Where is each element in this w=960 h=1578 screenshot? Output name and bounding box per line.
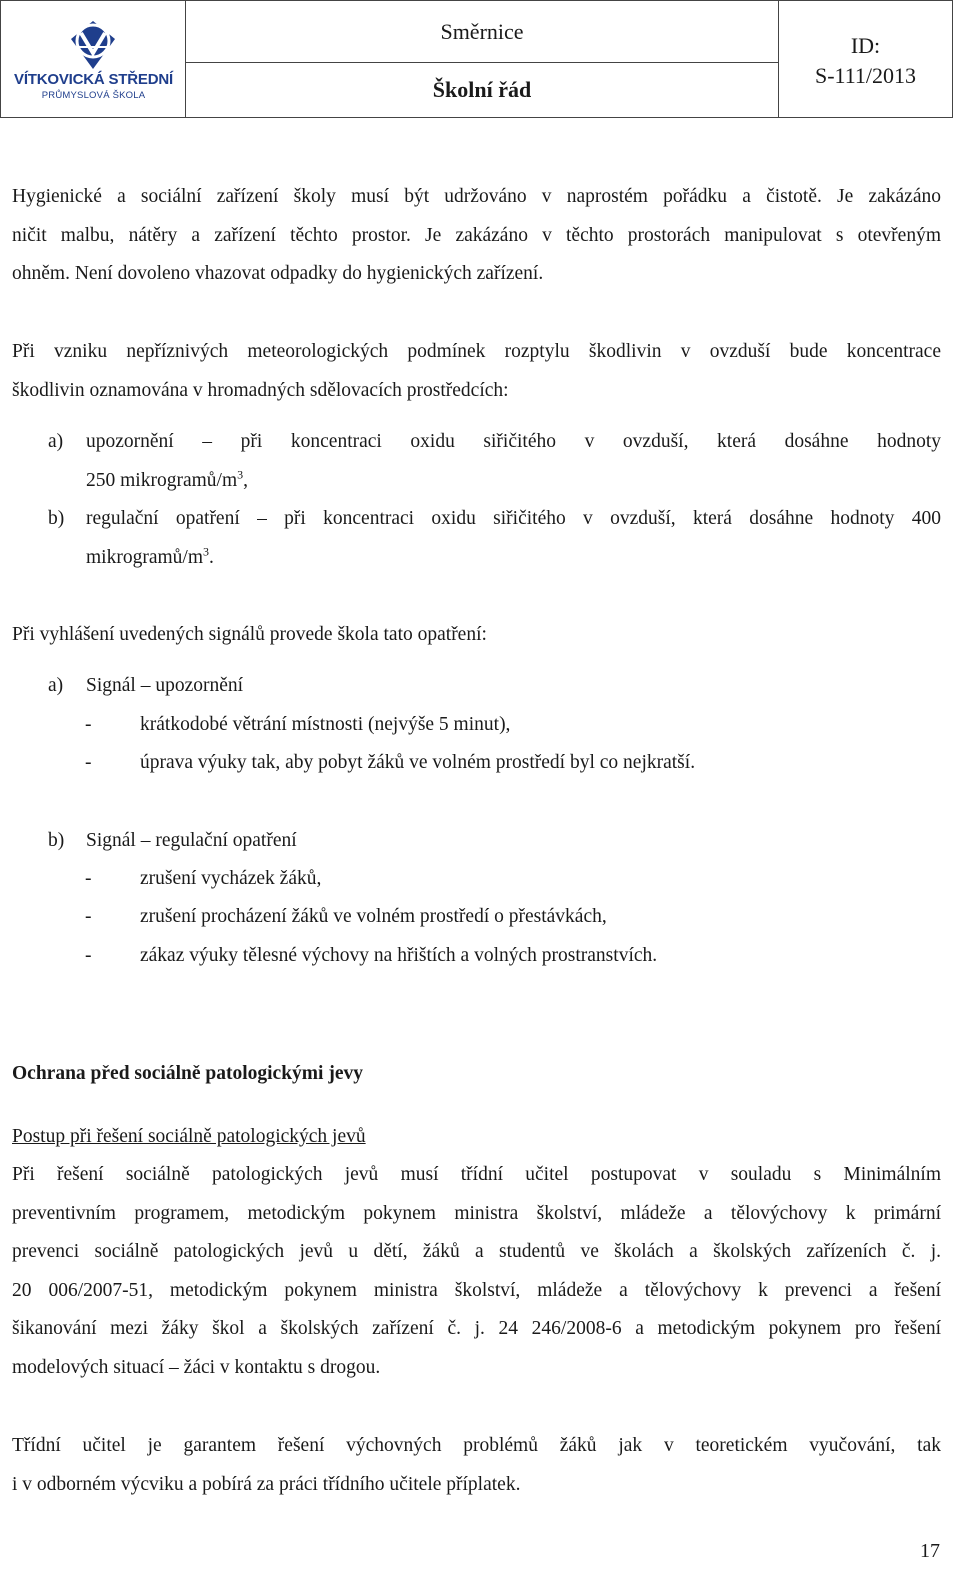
signal-item-text: zákaz výuky tělesné výchovy na hřištích a volných prostranstvích. bbox=[140, 945, 658, 966]
list-item-warning bbox=[48, 423, 941, 500]
id-label: ID: bbox=[850, 33, 881, 58]
dash-bullet: - bbox=[85, 714, 92, 735]
list-item-line: regulační opatření – při koncentraci oxidu siřičitého v ovzduší, která dosáhne hodnoty 400 bbox=[86, 508, 941, 529]
list-label: a) bbox=[48, 431, 64, 452]
dash-bullet: - bbox=[85, 945, 92, 966]
signal-b-heading bbox=[48, 822, 941, 861]
paragraph-signals-intro bbox=[12, 616, 941, 655]
school-emblem-icon bbox=[11, 19, 176, 71]
paragraph-line: Při vzniku nepříznivých meteorologických podmínek rozptylu škodlivin v ovzduší bude koncentrace bbox=[12, 341, 941, 362]
paragraph-line: i v odborném výcviku a pobírá za práci třídního učitele příplatek. bbox=[12, 1473, 521, 1495]
dash-bullet: - bbox=[85, 906, 92, 927]
superscript: 3 bbox=[237, 467, 244, 481]
list-item-line: upozornění – při koncentraci oxidu siřičitého v ovzduší, která dosáhne hodnoty bbox=[86, 431, 941, 452]
paragraph-line: 20 006/2007-51, metodickým pokynem ministra školství, mládeže a tělovýchovy k prevenci a řešení bbox=[12, 1279, 941, 1301]
list-item-line bbox=[86, 539, 941, 578]
paragraph-class-teacher bbox=[12, 1427, 941, 1504]
signal-b-item bbox=[85, 937, 941, 976]
list-item-regulation bbox=[48, 500, 941, 577]
document-title: Školní řád bbox=[432, 76, 532, 102]
list-item-value: mikrogramů/m bbox=[86, 546, 203, 568]
paragraph-line: šikanování mezi žáky škol a školských zařízení č. j. 24 246/2008-6 a metodickým pokynem pro řešení bbox=[12, 1318, 941, 1339]
logo-cell bbox=[1, 1, 186, 117]
paragraph-line: preventivním programem, metodickým pokynem ministra školství, mládeže a tělovýchovy k primární bbox=[12, 1202, 941, 1224]
signal-title: Signál – regulační opatření bbox=[86, 830, 297, 851]
signal-a-item bbox=[85, 706, 941, 745]
id-value: S-111/2013 bbox=[814, 63, 917, 88]
signal-b-item bbox=[85, 860, 941, 899]
document-type: Směrnice bbox=[186, 1, 778, 63]
document-header bbox=[0, 0, 953, 118]
list-label: a) bbox=[48, 675, 64, 696]
paragraph-procedure bbox=[12, 1156, 941, 1387]
title-cell bbox=[186, 1, 779, 117]
list-item-value: 250 mikrogramů/m bbox=[86, 469, 238, 491]
signal-a-item bbox=[85, 744, 941, 783]
paragraph-line: prevenci sociálně patologických jevů u dětí, žáků a studentů ve školách a školských zařízeních č. j. bbox=[12, 1241, 941, 1262]
paragraph-meteorological bbox=[12, 333, 941, 410]
list-item-tail: . bbox=[208, 546, 214, 568]
signal-title: Signál – upozornění bbox=[86, 675, 244, 696]
signal-item-text: krátkodobé větrání místnosti (nejvýše 5 minut), bbox=[140, 714, 511, 735]
signal-a-heading bbox=[48, 667, 941, 706]
superscript: 3 bbox=[202, 544, 209, 558]
paragraph-line: ohněm. Není dovoleno vhazovat odpadky do hygienických zařízení. bbox=[12, 263, 544, 284]
school-logo bbox=[11, 19, 176, 104]
list-item-line bbox=[86, 462, 941, 501]
section-heading: Ochrana před sociálně patologickými jevy bbox=[12, 1063, 363, 1084]
signal-item-text: úprava výuky tak, aby pobyt žáků ve volném prostředí byl co nejkratší. bbox=[140, 752, 696, 773]
list-label: b) bbox=[48, 830, 65, 851]
dash-bullet: - bbox=[85, 868, 92, 889]
paragraph-line: Při řešení sociálně patologických jevů musí třídní učitel postupovat v souladu s Minimálním bbox=[12, 1164, 941, 1185]
signal-item-text: zrušení vycházek žáků, bbox=[140, 868, 322, 889]
logo-school-subtitle: PRŮMYSLOVÁ ŠKOLA bbox=[41, 90, 146, 101]
page-number: 17 bbox=[920, 1540, 940, 1562]
paragraph-line: ničit malbu, nátěry a zařízení těchto prostor. Je zakázáno v těchto prostorách manipulovat s otevřeným bbox=[12, 224, 941, 246]
signal-b-item bbox=[85, 898, 941, 937]
signal-item-text: zrušení procházení žáků ve volném prostředí o přestávkách, bbox=[140, 906, 607, 927]
paragraph-line: Hygienické a sociální zařízení školy musí být udržováno v naprostém pořádku a čistotě. Je zakázáno bbox=[12, 186, 941, 207]
subsection-heading: Postup při řešení sociálně patologických jevů bbox=[12, 1126, 366, 1147]
list-label: b) bbox=[48, 508, 65, 529]
id-cell bbox=[779, 1, 952, 117]
paragraph-line: Při vyhlášení uvedených signálů provede škola tato opatření: bbox=[12, 624, 487, 645]
paragraph-line: Třídní učitel je garantem řešení výchovných problémů žáků jak v teoretickém vyučování, tak bbox=[12, 1435, 941, 1456]
paragraph-hygiene bbox=[12, 178, 941, 294]
dash-bullet: - bbox=[85, 752, 92, 773]
paragraph-line: škodlivin oznamována v hromadných sdělovacích prostředcích: bbox=[12, 379, 509, 401]
list-item-tail: , bbox=[243, 469, 248, 491]
logo-school-name: VÍTKOVICKÁ STŘEDNÍ bbox=[14, 71, 173, 88]
paragraph-line: modelových situací – žáci v kontaktu s drogou. bbox=[12, 1356, 381, 1378]
